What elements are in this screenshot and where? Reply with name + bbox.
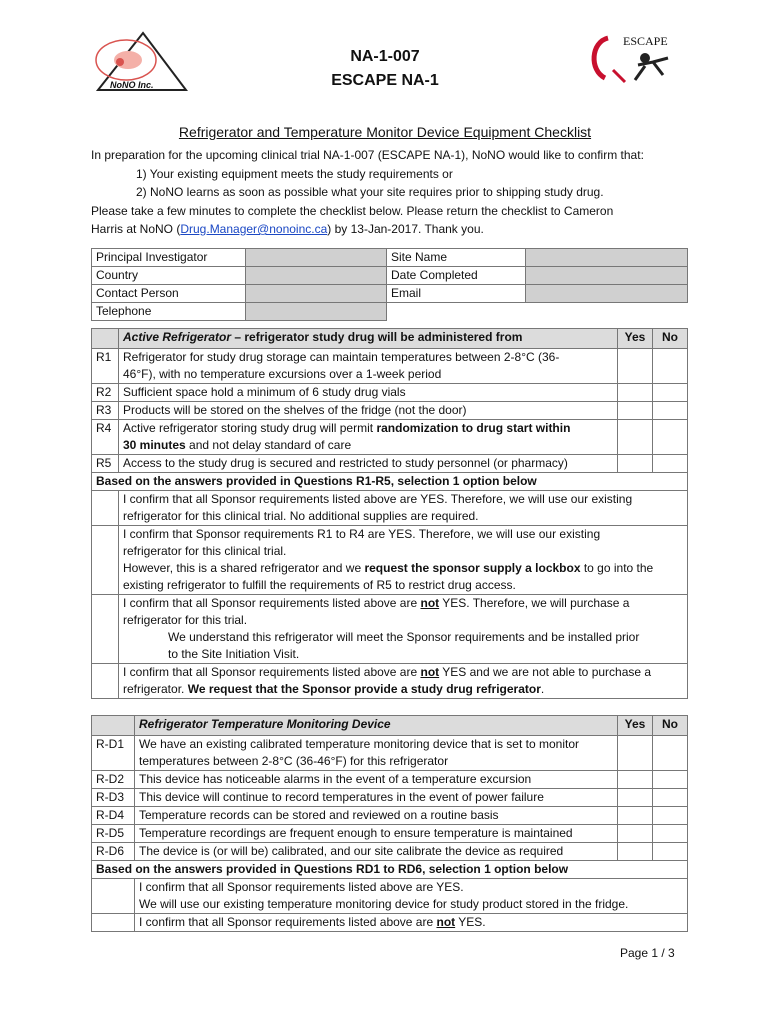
monitor-option-2: [135, 914, 688, 932]
yes-header: Yes: [618, 716, 653, 736]
email-field[interactable]: [526, 285, 688, 303]
req-id: R-D5: [92, 825, 135, 843]
refrigerator-option-3: [119, 595, 688, 664]
r1-no-box[interactable]: [653, 349, 688, 384]
rd6-yes-box[interactable]: [618, 843, 653, 861]
escape-logo-text: ESCAPE: [623, 34, 668, 48]
requirement-rd4: Temperature records can be stored and reviewed on a routine basis: [135, 807, 618, 825]
option-2-line-4: existing refrigerator to fulfill the requirements of R5 to restrict drug access.: [123, 578, 516, 592]
intro-line-1: In preparation for the upcoming clinical trial NA-1-007 (ESCAPE NA-1), NoNO would like to confirm that:: [91, 148, 644, 162]
r2-yes-box[interactable]: [618, 384, 653, 402]
monitor-option-1-line-2: We will use our existing temperature monitoring device for study product stored in the fridge.: [139, 897, 629, 911]
r3-no-box[interactable]: [653, 402, 688, 420]
option-4-bold: We request that the Sponsor provide a study drug refrigerator: [187, 682, 541, 696]
requirement-r5: Access to the study drug is secured and restricted to study personnel (or pharmacy): [119, 455, 618, 473]
r1-yes-box[interactable]: [618, 349, 653, 384]
r4-no-box[interactable]: [653, 420, 688, 455]
req-id: R-D6: [92, 843, 135, 861]
rd1-line-2: temperatures between 2-8°C (36-46°F) for this refrigerator: [139, 754, 449, 768]
req-id: R5: [92, 455, 119, 473]
option-4-not: not: [420, 665, 440, 679]
rd1-no-box[interactable]: [653, 736, 688, 771]
option-1-checkbox[interactable]: [92, 491, 119, 526]
rd5-yes-box[interactable]: [618, 825, 653, 843]
option-3-not: not: [420, 596, 440, 610]
refrigerator-header-italic: Active Refrigerator: [123, 330, 232, 344]
nono-logo-text: NoNO Inc.: [110, 80, 154, 90]
r3-yes-box[interactable]: [618, 402, 653, 420]
rd3-no-box[interactable]: [653, 789, 688, 807]
requirement-r4: [119, 420, 618, 455]
option-1-line-1: I confirm that all Sponsor requirements listed above are YES. Therefore, we will use our existing: [123, 492, 633, 506]
requirement-r1: [119, 349, 618, 384]
document-number: NA-1-007: [350, 48, 420, 65]
r4-bold-2: 30 minutes: [123, 438, 186, 452]
option-3-end: YES. Therefore, we will purchase a: [439, 596, 630, 610]
monitor-option-1-checkbox[interactable]: [92, 879, 135, 914]
rd6-no-box[interactable]: [653, 843, 688, 861]
req-id: R1: [92, 349, 119, 384]
rd5-no-box[interactable]: [653, 825, 688, 843]
option-3-line-3: We understand this refrigerator will meet the Sponsor requirements and be installed prior: [168, 630, 640, 644]
option-4-line-2: refrigerator.: [123, 682, 188, 696]
option-2-line-1: I confirm that Sponsor requirements R1 to R4 are YES. Therefore, we will use our existing: [123, 527, 601, 541]
rd1-line-1: We have an existing calibrated temperature monitoring device that is set to monitor: [139, 737, 580, 751]
option-3-checkbox[interactable]: [92, 595, 119, 664]
option-4-end: YES and we are not able to purchase a: [439, 665, 652, 679]
header-blank: [92, 329, 119, 349]
date-completed-field[interactable]: [526, 267, 688, 285]
page-number: Page 1 / 3: [620, 946, 675, 960]
option-2-line-3-end: to go into the: [580, 561, 654, 575]
contact-person-field[interactable]: [246, 285, 387, 303]
intro-line-3-start: Harris at NoNO (: [91, 222, 181, 236]
empty-cell: [526, 303, 688, 321]
refrigerator-header-rest: – refrigerator study drug will be administered from: [231, 330, 523, 344]
req-id: R-D3: [92, 789, 135, 807]
site-name-field[interactable]: [526, 249, 688, 267]
refrigerator-option-4: [119, 664, 688, 699]
monitor-header: Refrigerator Temperature Monitoring Device: [135, 716, 618, 736]
monitor-option-1: [135, 879, 688, 914]
intro-item-2: 2) NoNO learns as soon as possible what your site requires prior to shipping study drug.: [136, 185, 604, 199]
r1-line-2: 46°F), with no temperature excursions over a 1-week period: [123, 367, 442, 381]
rd3-yes-box[interactable]: [618, 789, 653, 807]
country-field[interactable]: [246, 267, 387, 285]
site-name-label: Site Name: [387, 249, 526, 267]
no-header: No: [653, 716, 688, 736]
refrigerator-option-2: [119, 526, 688, 595]
requirement-rd2: This device has noticeable alarms in the event of a temperature excursion: [135, 771, 618, 789]
req-id: R-D2: [92, 771, 135, 789]
r5-yes-box[interactable]: [618, 455, 653, 473]
option-2-line-3: However, this is a shared refrigerator and we: [123, 561, 365, 575]
option-2-bold: request the sponsor supply a lockbox: [364, 561, 581, 575]
requirement-rd6: The device is (or will be) calibrated, and our site calibrate the device as required: [135, 843, 618, 861]
monitor-option-1-line-1: I confirm that all Sponsor requirements listed above are YES.: [139, 880, 464, 894]
intro-line-3-end: ) by 13-Jan-2017. Thank you.: [327, 222, 484, 236]
r2-no-box[interactable]: [653, 384, 688, 402]
document-title: ESCAPE NA-1: [331, 72, 439, 89]
req-id: R4: [92, 420, 119, 455]
monitor-table: [91, 715, 688, 932]
option-3-line-4: to the Site Initiation Visit.: [168, 647, 300, 661]
r4-text-2: and not delay standard of care: [185, 438, 352, 452]
req-id: R-D1: [92, 736, 135, 771]
requirement-r3: Products will be stored on the shelves of the fridge (not the door): [119, 402, 618, 420]
intro-item-1: 1) Your existing equipment meets the study requirements or: [136, 167, 453, 181]
r5-no-box[interactable]: [653, 455, 688, 473]
refrigerator-option-1: [119, 491, 688, 526]
requirement-rd3: This device will continue to record temperatures in the event of power failure: [135, 789, 618, 807]
telephone-label: Telephone: [92, 303, 246, 321]
r4-yes-box[interactable]: [618, 420, 653, 455]
rd2-yes-box[interactable]: [618, 771, 653, 789]
email-link[interactable]: Drug.Manager@nonoinc.ca: [180, 222, 328, 236]
requirement-r2: Sufficient space hold a minimum of 6 study drug vials: [119, 384, 618, 402]
rd2-no-box[interactable]: [653, 771, 688, 789]
option-2-line-2: refrigerator for this clinical trial.: [123, 544, 287, 558]
monitor-instruction: Based on the answers provided in Questions RD1 to RD6, selection 1 option below: [92, 861, 688, 879]
option-3-start: I confirm that all Sponsor requirements listed above are: [123, 596, 421, 610]
monitor-option-2-checkbox[interactable]: [92, 914, 135, 932]
date-completed-label: Date Completed: [387, 267, 526, 285]
req-id: R2: [92, 384, 119, 402]
header-blank: [92, 716, 135, 736]
checklist-title: Refrigerator and Temperature Monitor Device Equipment Checklist: [178, 124, 592, 140]
refrigerator-header: [119, 329, 618, 349]
r1-line-1: Refrigerator for study drug storage can maintain temperatures between 2-8°C (36-: [123, 350, 560, 364]
telephone-field[interactable]: [246, 303, 387, 321]
requirement-rd5: Temperature recordings are frequent enough to ensure temperature is maintained: [135, 825, 618, 843]
req-id: R-D4: [92, 807, 135, 825]
rd4-no-box[interactable]: [653, 807, 688, 825]
monitor-option-2-start: I confirm that all Sponsor requirements listed above are: [139, 915, 437, 929]
email-label: Email: [387, 285, 526, 303]
option-3-line-2: refrigerator for this trial.: [123, 613, 248, 627]
rd4-yes-box[interactable]: [618, 807, 653, 825]
r4-bold: randomization to drug start within: [376, 421, 571, 435]
principal-investigator-field[interactable]: [246, 249, 387, 267]
intro-line-2: Please take a few minutes to complete the checklist below. Please return the checklist to Cameron: [91, 204, 614, 218]
option-4-period: .: [540, 682, 545, 696]
refrigerator-instruction: Based on the answers provided in Questions R1-R5, selection 1 option below: [92, 473, 688, 491]
option-1-line-2: refrigerator for this clinical trial. No additional supplies are required.: [123, 509, 479, 523]
refrigerator-table: [91, 328, 688, 699]
r4-text: Active refrigerator storing study drug will permit: [123, 421, 377, 435]
empty-cell: [387, 303, 526, 321]
monitor-option-2-end: YES.: [455, 915, 486, 929]
principal-investigator-label: Principal Investigator: [92, 249, 246, 267]
no-header: No: [653, 329, 688, 349]
option-4-start: I confirm that all Sponsor requirements listed above are: [123, 665, 421, 679]
country-label: Country: [92, 267, 246, 285]
option-4-checkbox[interactable]: [92, 664, 119, 699]
requirement-rd1: [135, 736, 618, 771]
rd1-yes-box[interactable]: [618, 736, 653, 771]
site-info-table: [91, 248, 688, 321]
intro-line-3: [91, 222, 484, 236]
req-id: R3: [92, 402, 119, 420]
option-2-checkbox[interactable]: [92, 526, 119, 595]
yes-header: Yes: [618, 329, 653, 349]
contact-person-label: Contact Person: [92, 285, 246, 303]
monitor-option-2-not: not: [436, 915, 456, 929]
